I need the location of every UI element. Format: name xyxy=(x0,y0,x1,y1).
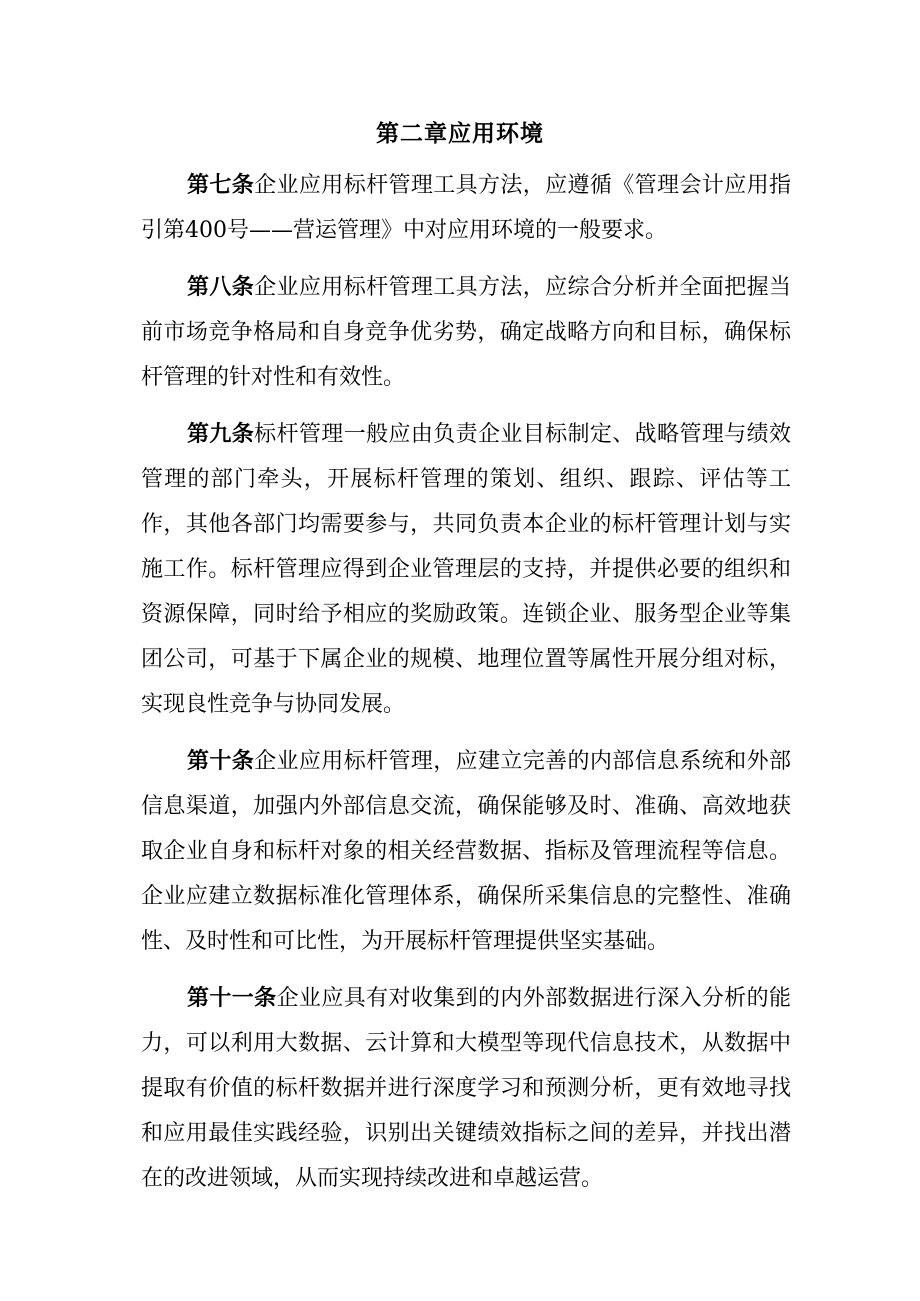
article-8 xyxy=(141,265,791,400)
article-number: 第九条 xyxy=(187,421,255,447)
article-9 xyxy=(141,412,791,727)
article-number: 第七条 xyxy=(187,172,255,198)
article-number: 第八条 xyxy=(187,274,255,300)
article-number: 第十条 xyxy=(187,748,255,774)
article-7 xyxy=(141,163,791,253)
article-number: 第十一条 xyxy=(187,985,277,1011)
article-text: 企业应具有对收集到的内外部数据进行深入分析的能力，可以利用大数据、云计算和大模型等现代信息技术，从数据中提取有价值的标杆数据并进行深度学习和预测分析，更有效地寻找和应用最佳实践经验，识别出关键绩效指标之间的差异，并找出潜在的改进领域，从而实现持续改进和卓越运营。 xyxy=(141,986,791,1191)
article-text: 企业应用标杆管理工具方法，应综合分析并全面把握当前市场竞争格局和自身竞争优劣势，确定战略方向和目标，确保标杆管理的针对性和有效性。 xyxy=(141,275,791,390)
article-text: 企业应用标杆管理工具方法，应遵循《管理会计应用指引第400号——营运管理》中对应用环境的一般要求。 xyxy=(141,173,791,243)
article-10 xyxy=(141,739,791,964)
chapter-title: 第二章应用环境 xyxy=(376,120,544,147)
article-11 xyxy=(141,976,791,1201)
article-text: 标杆管理一般应由负责企业目标制定、战略管理与绩效管理的部门牵头，开展标杆管理的策划、组织、跟踪、评估等工作，其他各部门均需要参与，共同负责本企业的标杆管理计划与实施工作。标杆管理应得到企业管理层的支持，并提供必要的组织和资源保障，同时给予相应的奖励政策。连锁企业、服务型企业等集团公司，可基于下属企业的规模、地理位置等属性开展分组对标，实现良性竞争与协同发展。 xyxy=(141,422,791,717)
document-body xyxy=(141,163,791,1213)
article-text: 企业应用标杆管理，应建立完善的内部信息系统和外部信息渠道，加强内外部信息交流，确保能够及时、准确、高效地获取企业自身和标杆对象的相关经营数据、指标及管理流程等信息。企业应建立数据标准化管理体系，确保所采集信息的完整性、准确性、及时性和可比性，为开展标杆管理提供坚实基础。 xyxy=(141,749,791,954)
